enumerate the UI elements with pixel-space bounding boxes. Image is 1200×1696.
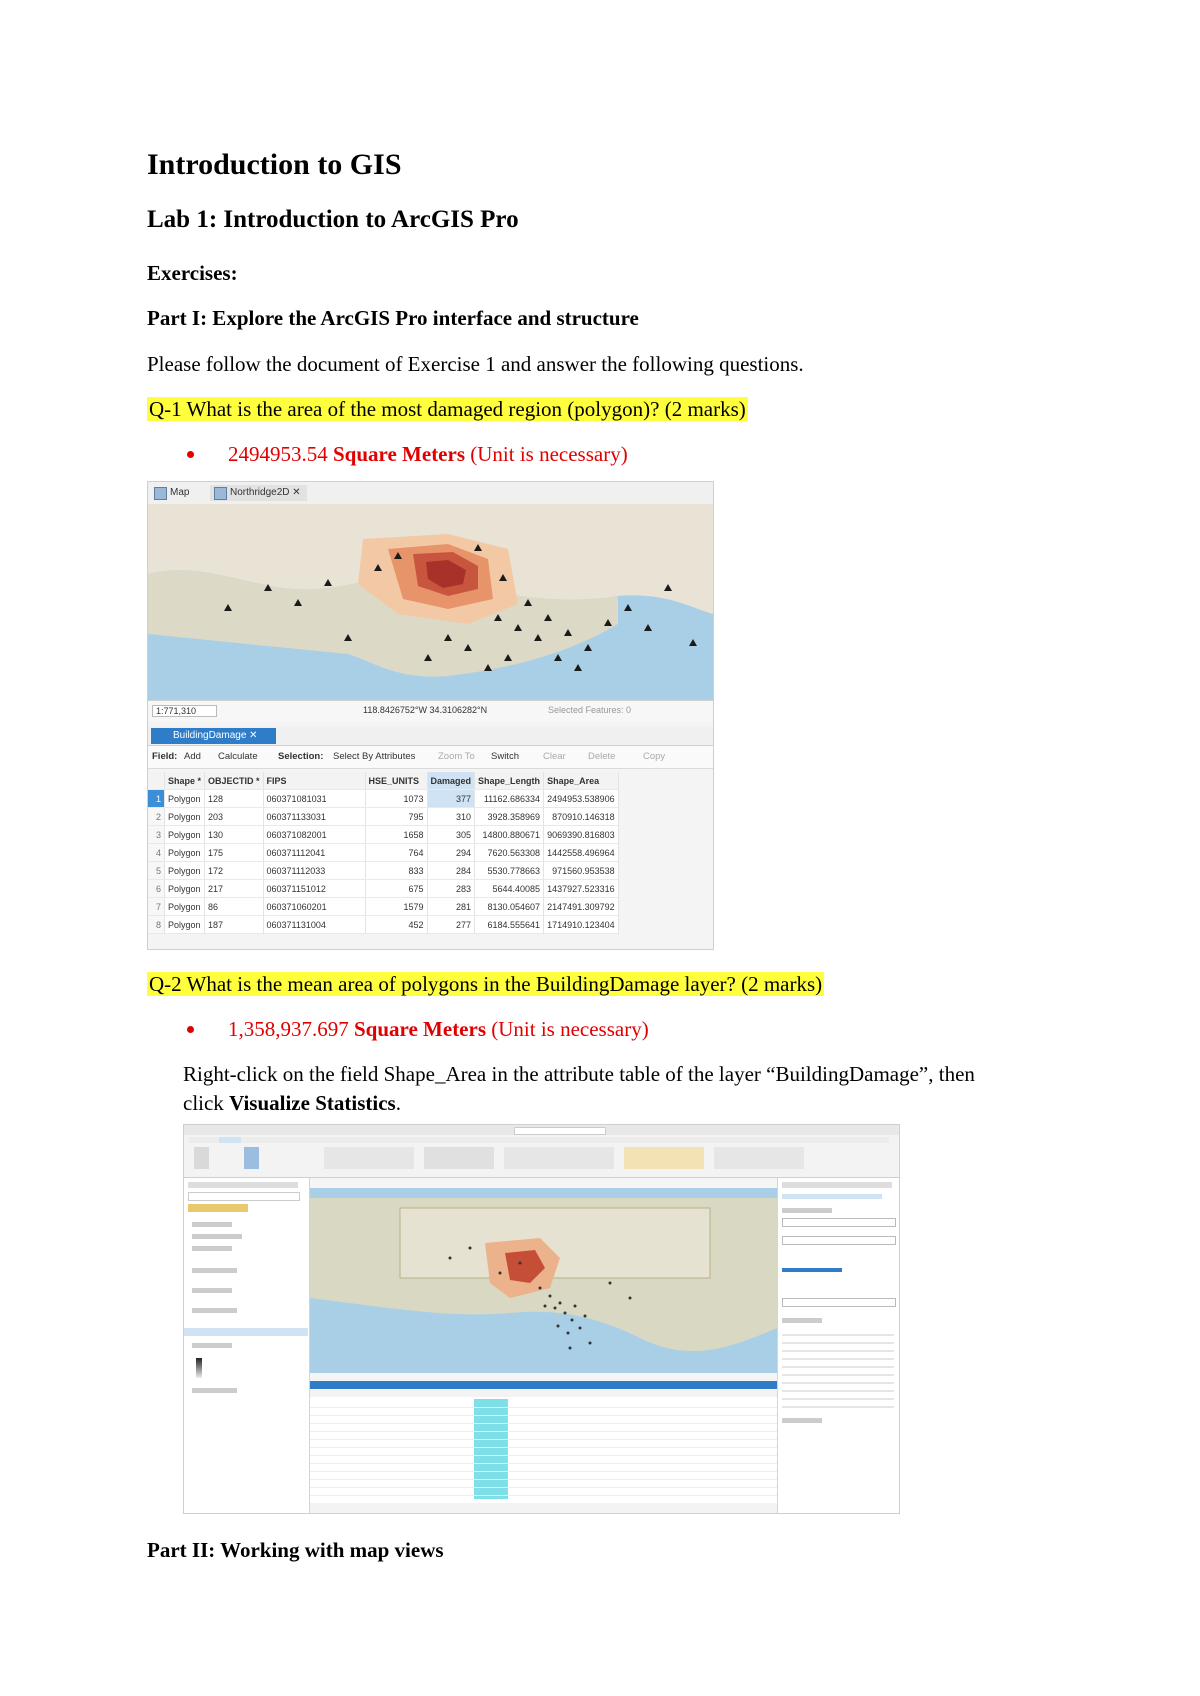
map-tab-bar (148, 482, 713, 505)
close-icon[interactable]: ✕ (292, 487, 301, 498)
attribute-table-2 (310, 1381, 777, 1513)
switch-button[interactable]: Switch (491, 751, 519, 762)
answer-1-note: (Unit is necessary) (470, 442, 628, 466)
column-header[interactable]: Shape_Length (475, 772, 544, 790)
answer-1-value: 2494953.54 (228, 442, 328, 466)
table-row[interactable]: 2 Polygon 203 060371133031 795 310 3928.358969 870910.146318 (148, 808, 618, 826)
calculate-button[interactable]: Calculate (218, 751, 258, 762)
bullet-icon (187, 1026, 194, 1033)
column-header-damaged[interactable]: Damaged (427, 772, 475, 790)
column-header[interactable]: Shape_Area (544, 772, 619, 790)
question-2 (147, 972, 824, 997)
table-row[interactable]: 6 Polygon 217 060371151012 675 283 5644.40085 1437927.523316 (148, 880, 618, 898)
delete-button[interactable]: Delete (588, 751, 616, 762)
coordinate-readout: 118.8426752°W 34.3106282°N (363, 705, 488, 715)
map-status-bar (148, 700, 713, 721)
column-header[interactable]: OBJECTID * (205, 772, 264, 790)
tab-northridge2d-label: Northridge2D (230, 487, 290, 498)
table-tab-bar (148, 727, 713, 746)
selected-features: Selected Features: 0 (548, 705, 632, 715)
attribute-table (148, 772, 619, 934)
chart-properties-pane (777, 1178, 900, 1513)
part1-heading: Part I: Explore the ArcGIS Pro interface and structure (147, 306, 639, 330)
tab-buildingdamage[interactable]: BuildingDamage ✕ (151, 728, 276, 744)
answer-2-note: (Unit is necessary) (491, 1017, 649, 1041)
scale-selector[interactable]: 1:771,310 (152, 705, 217, 717)
hint-text (183, 1060, 1043, 1118)
lab-title: Lab 1: Introduction to ArcGIS Pro (147, 206, 519, 233)
table-row[interactable]: 7 Polygon 86 060371060201 1579 281 8130.054607 2147491.309792 (148, 898, 618, 916)
column-header[interactable]: HSE_UNITS (365, 772, 427, 790)
question-2-text: Q-2 What is the mean area of polygons in the BuildingDamage layer? (2 marks) (149, 972, 823, 996)
tab-map-label: Map (170, 487, 190, 498)
table-header-row (148, 772, 618, 790)
tab-buildingdamage-label: BuildingDamage (173, 730, 247, 741)
table-row[interactable]: 1 Polygon 128 060371081031 1073 377 11162.686334 2494953.538906 (148, 790, 618, 808)
field-label: Field: (152, 751, 178, 762)
instruction-text: Please follow the document of Exercise 1 and answer the following questions. (147, 352, 804, 376)
selection-label: Selection: (278, 751, 324, 762)
add-field-button[interactable]: Add (184, 751, 201, 762)
map-icon (154, 487, 167, 500)
document-title: Introduction to GIS (147, 148, 402, 181)
bullet-icon (187, 451, 194, 458)
answer-2 (187, 1017, 649, 1042)
answer-1-unit: Square Meters (333, 442, 465, 466)
answer-1 (187, 442, 628, 467)
map-icon (214, 487, 227, 500)
question-1 (147, 397, 748, 422)
answer-2-value: 1,358,937.697 (228, 1017, 349, 1041)
map-view[interactable] (148, 504, 713, 700)
part2-heading: Part II: Working with map views (147, 1538, 444, 1562)
arcgis-screenshot-2 (183, 1124, 900, 1514)
arcgis-screenshot-1 (147, 481, 714, 950)
question-1-text: Q-1 What is the area of the most damaged region (polygon)? (2 marks) (149, 397, 746, 421)
table-row[interactable]: 8 Polygon 187 060371131004 452 277 6184.555641 1714910.123404 (148, 916, 618, 934)
zoom-to-button[interactable]: Zoom To (438, 751, 475, 762)
hint-click: click (183, 1091, 224, 1115)
hint-text-part1: Right-click on the field Shape_Area in the attribute table of the layer “BuildingDamage”, then (183, 1062, 975, 1086)
table-row[interactable]: 5 Polygon 172 060371112033 833 284 5530.778663 971560.953538 (148, 862, 618, 880)
answer-2-unit: Square Meters (354, 1017, 486, 1041)
tab-northridge2d[interactable] (210, 485, 307, 501)
table-row[interactable]: 4 Polygon 175 060371112041 764 294 7620.563308 1442558.496964 (148, 844, 618, 862)
contents-pane (184, 1178, 310, 1513)
ribbon (184, 1125, 899, 1178)
exercises-heading: Exercises: (147, 261, 238, 285)
copy-button[interactable]: Copy (643, 751, 666, 762)
attribute-toolbar (148, 746, 713, 769)
map-view-2[interactable] (310, 1188, 777, 1373)
table-row[interactable]: 3 Polygon 130 060371082001 1658 305 14800.880671 9069390.816803 (148, 826, 618, 844)
table-row[interactable] (310, 1487, 777, 1496)
hint-action: Visualize Statistics (229, 1091, 396, 1115)
hint-end: . (395, 1091, 401, 1115)
select-by-attributes-button[interactable]: Select By Attributes (333, 751, 416, 762)
column-header[interactable]: Shape * (165, 772, 205, 790)
clear-button[interactable]: Clear (543, 751, 566, 762)
tab-map[interactable] (150, 485, 195, 501)
column-header[interactable]: FIPS (263, 772, 365, 790)
